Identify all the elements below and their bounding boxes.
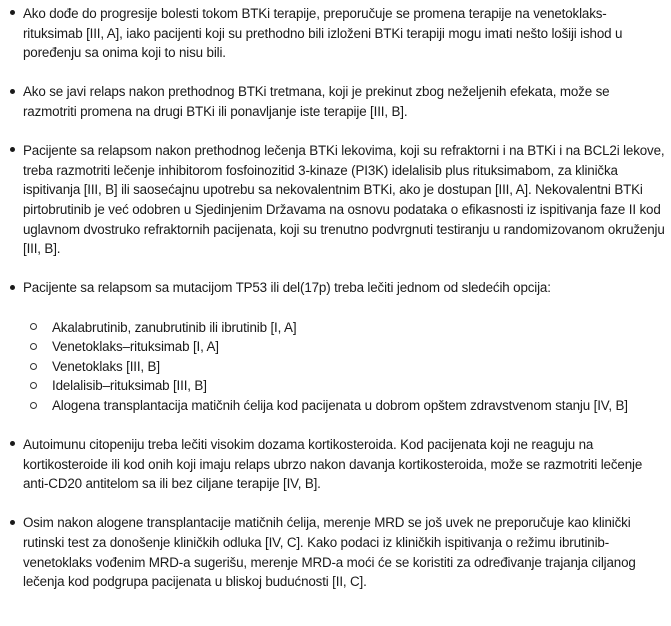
list-item-text: Pacijente sa relapsom sa mutacijom TP53 ili del(17p) treba lečiti jednom od sledećih opcija: xyxy=(23,280,551,296)
sub-list-item-text: Idelalisib–rituksimab [III, B] xyxy=(52,378,207,394)
sub-list-item xyxy=(0,318,671,338)
spacer xyxy=(0,494,671,514)
sub-list-item xyxy=(0,396,671,416)
spacer xyxy=(0,298,671,318)
list-item-text: Ako dođe do progresije bolesti tokom BTKi terapije, preporučuje se promena terapije na venetoklaks-rituksimab [III, A], iako pacijenti koji su prethodno bili izloženi BTKi terapiji mogu imati nešto lošiji ishod u poređenju sa onima koji to nisu bili. xyxy=(23,6,623,61)
sub-list-item xyxy=(0,337,671,357)
sub-list-item-text: Akalabrutinib, zanubrutinib ili ibrutinib [I, A] xyxy=(52,319,297,335)
sub-list-item-text: Venetoklaks–rituksimab [I, A] xyxy=(52,339,219,355)
sub-list-item xyxy=(0,357,671,377)
spacer xyxy=(0,63,671,83)
hollow-bullet-icon xyxy=(28,318,38,338)
list-item-double-refractory xyxy=(0,141,671,259)
sub-list-item-text: Venetoklaks [III, B] xyxy=(52,358,160,374)
list-item-tp53-options xyxy=(0,278,671,298)
bullet-icon xyxy=(7,4,17,24)
hollow-bullet-icon xyxy=(28,337,38,357)
spacer xyxy=(0,415,671,435)
hollow-bullet-icon xyxy=(28,376,38,396)
hollow-bullet-icon xyxy=(28,357,38,377)
list-item-text: Osim nakon alogene transplantacije matičnih ćelija, merenje MRD se još uvek ne preporučuje kao klinički rutinski test za donošenje kliničkih odluka [IV, C]. Kako podaci iz kliničkih ispitivanja o režimu ibrutinib-venetoklaks vođenim MRD-a sugerišu, merenje MRD-a moći će se koristiti za određivanje trajanja ciljanog lečenja kod podgrupa pacijenata u bliskoj budućnosti [II, C]. xyxy=(23,515,636,590)
hollow-bullet-icon xyxy=(28,396,38,416)
bullet-icon xyxy=(7,141,17,161)
spacer xyxy=(0,122,671,142)
spacer xyxy=(0,259,671,279)
tp53-options-sublist xyxy=(0,318,671,416)
list-item-relapse-adverse-effects xyxy=(0,82,671,121)
sub-list-item xyxy=(0,376,671,396)
list-item-text: Pacijente sa relapsom nakon prethodnog lečenja BTKi lekovima, koji su refraktorni i na BTKi i na BCL2i lekove, treba razmotriti lečenje inhibitorom fosfoinozitid 3-kinaze (PI3K) idelalisib plus rituksimabom, za klinička ispitivanja [III, B] ili saosećajnu upotrebu sa nekovalentnim BTKi, ako je dostupan [III, A]. Nekovalentni BTKi pirtobrutinib je već odobren u Sjedinjenim Državama na osnovu podataka o efikasnosti iz ispitivanja faze II kod uglavnom dvostruko refraktornih pacijenata, koji su trenutno podvrgnuti testiranju u randomizovanom okruženju [III, B]. xyxy=(23,143,665,257)
list-item-text: Ako se javi relaps nakon prethodnog BTKi tretmana, koji je prekinut zbog neželjenih efekata, može se razmotriti promena na drugi BTKi ili ponavljanje iste terapije [III, B]. xyxy=(23,84,610,119)
bullet-icon xyxy=(7,435,17,455)
bullet-icon xyxy=(7,513,17,533)
list-item-autoimmune-cytopenia xyxy=(0,435,671,494)
bullet-icon xyxy=(7,82,17,102)
bullet-icon xyxy=(7,278,17,298)
list-item-mrd-measurement xyxy=(0,513,671,591)
list-item-progression-btki xyxy=(0,4,671,63)
list-item-text: Autoimunu citopeniju treba lečiti visokim dozama kortikosteroida. Kod pacijenata koji ne reaguju na kortikosteroide ili kod onih koji imaju relaps ubrzo nakon davanja kortikosteroida, može se razmotriti lečenje anti-CD20 antitelom sa ili bez ciljane terapije [IV, B]. xyxy=(23,437,643,492)
sub-list-item-text: Alogena transplantacija matičnih ćelija kod pacijenata u dobrom opštem zdravstvenom stanju [IV, B] xyxy=(52,397,628,413)
